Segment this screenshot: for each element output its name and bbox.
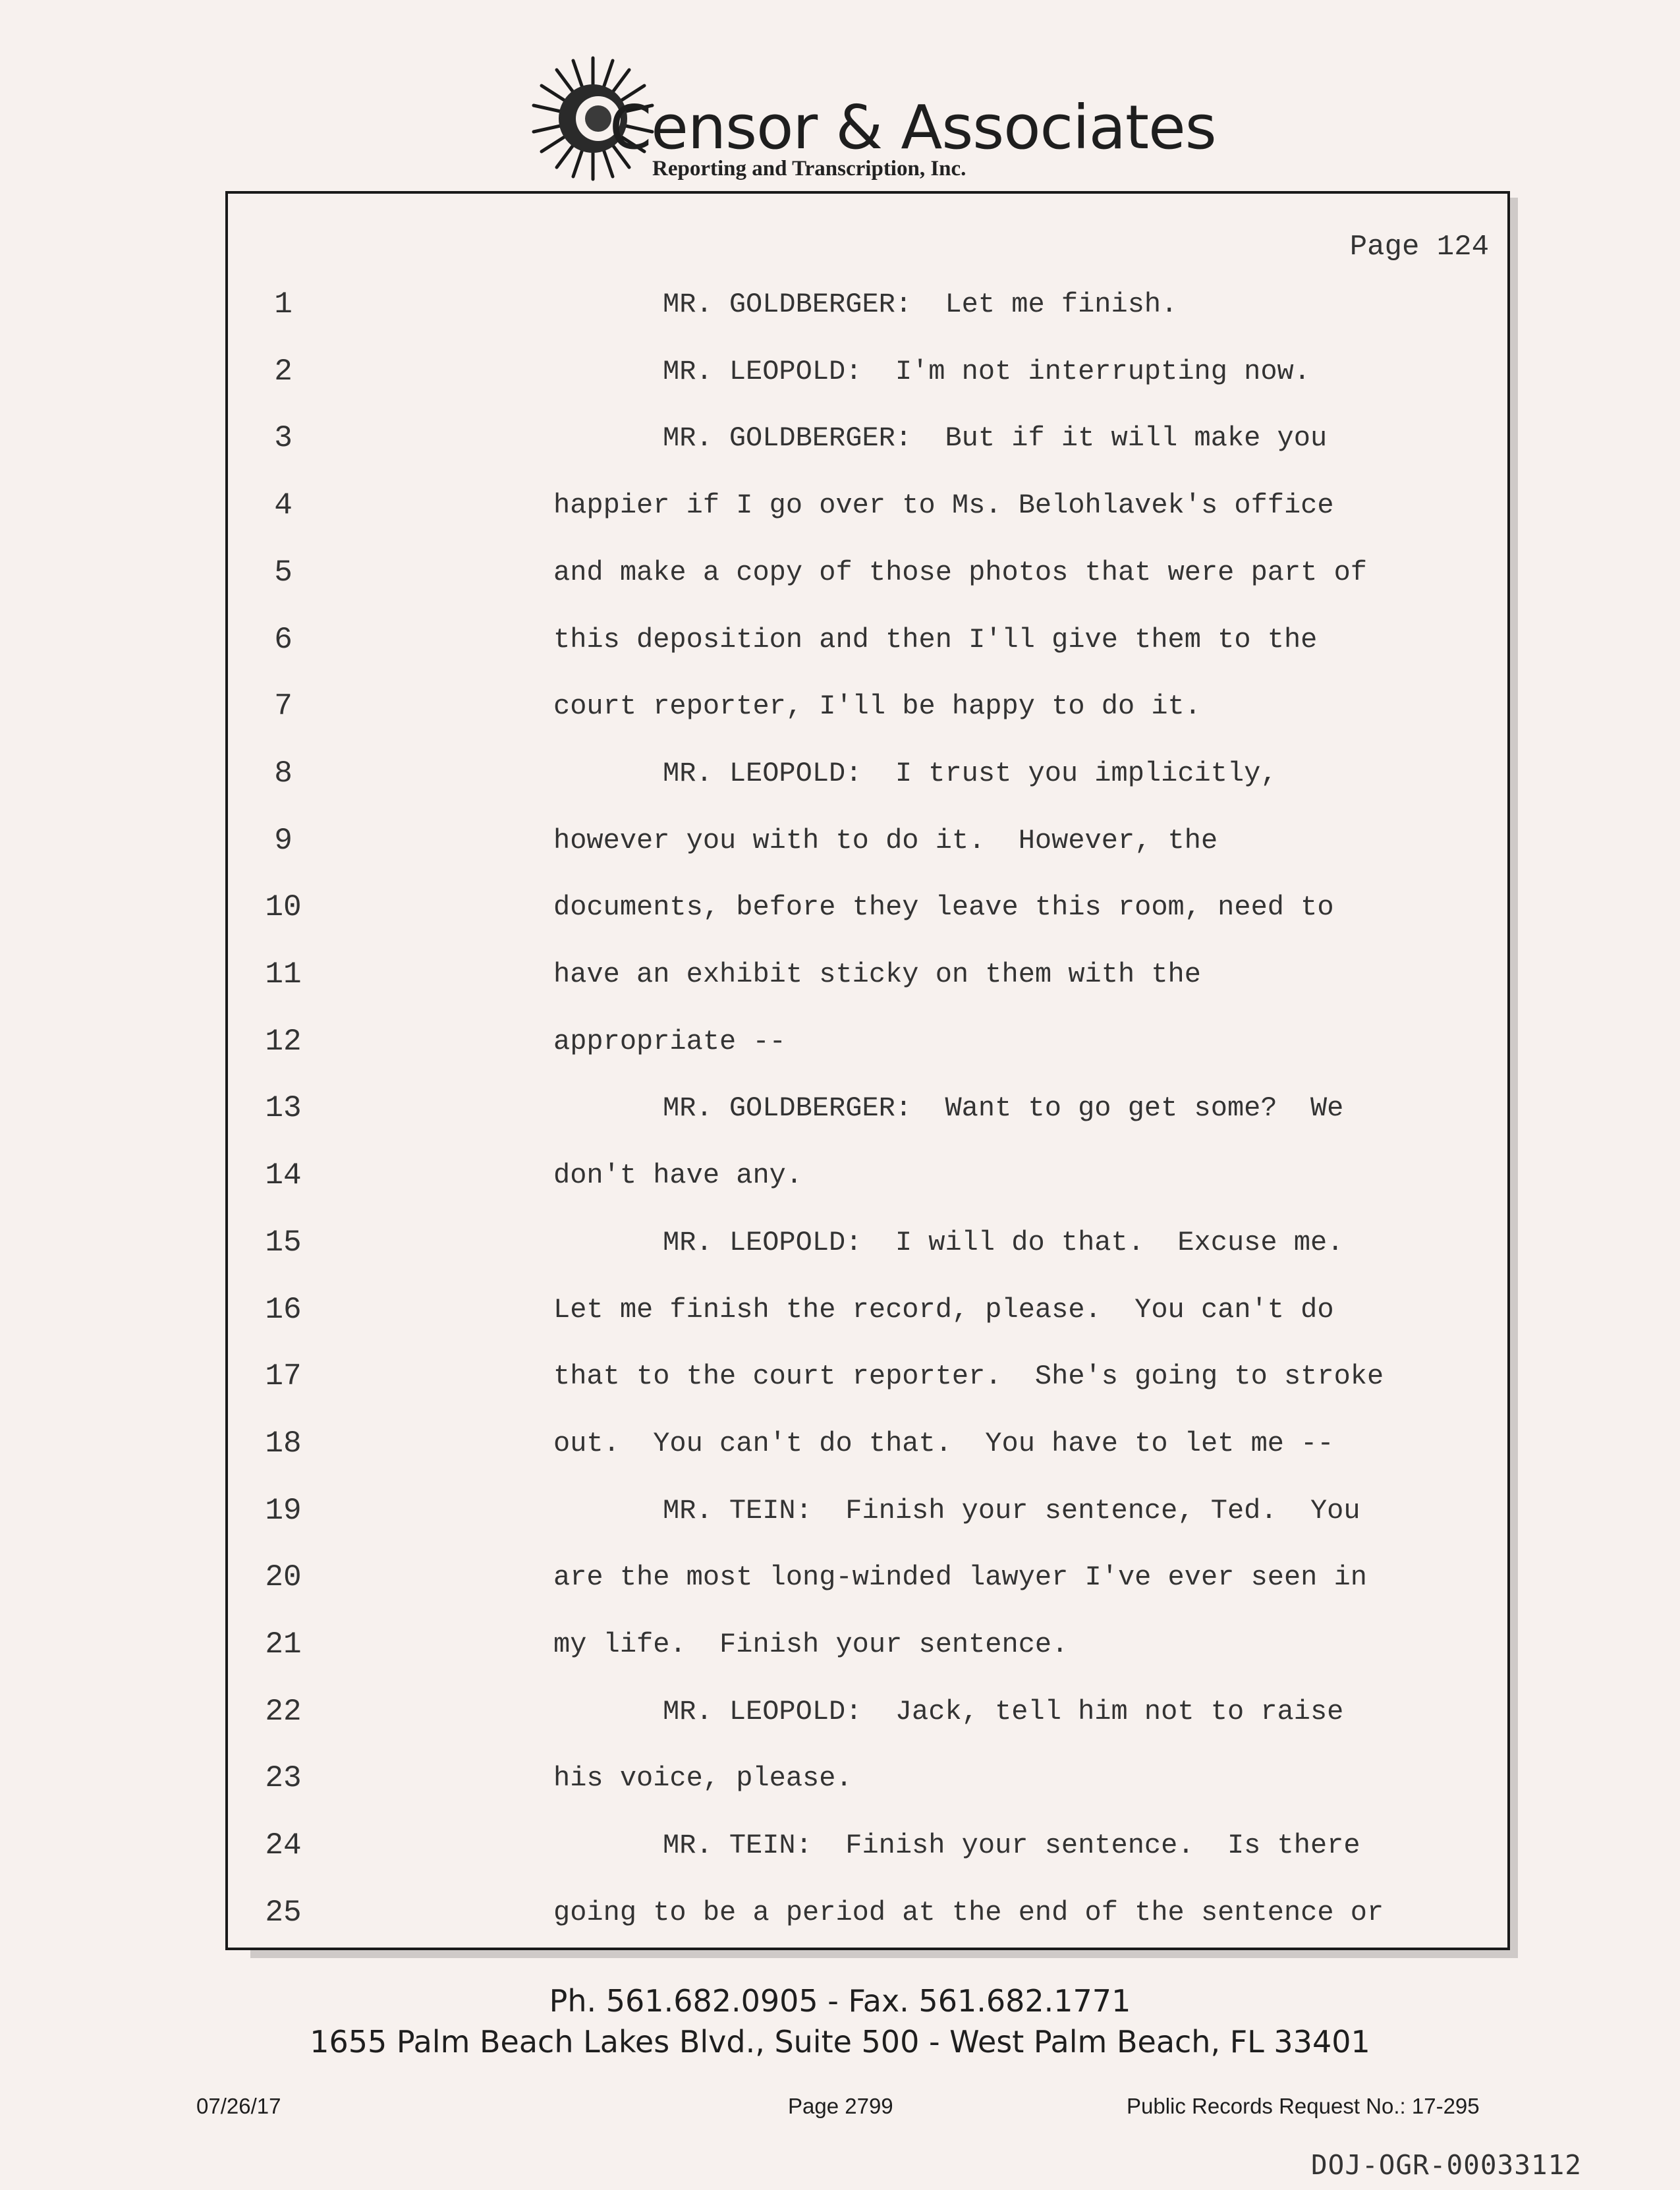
transcript-line-text: court reporter, I'll be happy to do it.: [553, 690, 1201, 722]
line-number: 3: [274, 421, 293, 455]
footer-date: 07/26/17: [196, 2094, 281, 2118]
company-subtitle: Reporting and Transcription, Inc.: [652, 157, 966, 181]
transcript-line-text: MR. TEIN: Finish your sentence, Ted. You: [663, 1495, 1360, 1527]
transcript-line-text: MR. LEOPOLD: I'm not interrupting now.: [663, 356, 1310, 387]
transcript-line-text: however you with to do it. However, the: [553, 825, 1218, 856]
line-number: 24: [265, 1828, 302, 1863]
line-number: 22: [265, 1695, 302, 1729]
transcript-line-text: and make a copy of those photos that were part of: [553, 557, 1368, 588]
line-number: 14: [265, 1158, 302, 1193]
transcript-line-text: that to the court reporter. She's going to stroke: [553, 1361, 1384, 1392]
transcript-line-text: out. You can't do that. You have to let me --: [553, 1428, 1334, 1459]
transcript-line-text: documents, before they leave this room, need to: [553, 891, 1334, 923]
transcript-line-text: don't have any.: [553, 1160, 803, 1191]
line-number: 4: [274, 488, 293, 522]
phone-fax-line: Ph. 561.682.0905 - Fax. 561.682.1771: [549, 1983, 1131, 2019]
transcript-line-text: MR. TEIN: Finish your sentence. Is there: [663, 1830, 1360, 1861]
line-number: 18: [265, 1426, 302, 1461]
address-line: 1655 Palm Beach Lakes Blvd., Suite 500 - West Palm Beach, FL 33401: [310, 2024, 1370, 2060]
transcript-line-text: appropriate --: [553, 1026, 786, 1057]
line-number: 19: [265, 1494, 302, 1528]
line-number: 13: [265, 1091, 302, 1125]
line-number: 10: [265, 890, 302, 924]
public-records-request: Public Records Request No.: 17-295: [1127, 2094, 1480, 2118]
company-logo: [527, 53, 1216, 191]
transcript-line-text: his voice, please.: [553, 1762, 853, 1794]
frame-shadow: [1510, 198, 1518, 1958]
transcript-line-text: MR. GOLDBERGER: Want to go get some? We: [663, 1092, 1344, 1124]
line-number: 21: [265, 1627, 302, 1662]
transcript-line-text: going to be a period at the end of the sentence or: [553, 1897, 1384, 1928]
transcript-frame: [225, 191, 1510, 1950]
line-number: 2: [274, 354, 293, 389]
bates-number: DOJ-OGR-00033112: [1311, 2149, 1582, 2181]
line-number: 17: [265, 1359, 302, 1393]
line-number: 16: [265, 1293, 302, 1327]
transcript-line-text: MR. GOLDBERGER: But if it will make you: [663, 422, 1328, 454]
line-number: 6: [274, 623, 293, 657]
transcript-line-text: have an exhibit sticky on them with the: [553, 959, 1201, 990]
transcript-line-text: this deposition and then I'll give them to the: [553, 624, 1318, 656]
line-number: 20: [265, 1560, 302, 1594]
line-number: 23: [265, 1761, 302, 1795]
transcript-line-text: MR. GOLDBERGER: Let me finish.: [663, 289, 1178, 320]
company-name: Censor & Associates: [609, 92, 1216, 163]
transcript-line-text: Let me finish the record, please. You can't do: [553, 1294, 1334, 1326]
line-number: 1: [274, 287, 293, 322]
line-number: 25: [265, 1895, 302, 1930]
line-number: 8: [274, 756, 293, 791]
transcript-line-text: my life. Finish your sentence.: [553, 1629, 1069, 1660]
transcript-line-text: MR. LEOPOLD: Jack, tell him not to raise: [663, 1696, 1344, 1727]
frame-shadow: [250, 1950, 1518, 1958]
transcript-line-text: MR. LEOPOLD: I will do that. Excuse me.: [663, 1227, 1344, 1258]
footer-page-number: Page 2799: [788, 2094, 893, 2118]
transcript-line-text: MR. LEOPOLD: I trust you implicitly,: [663, 758, 1277, 789]
line-number: 9: [274, 824, 293, 858]
transcript-page-number: Page 124: [1349, 231, 1489, 264]
line-number: 5: [274, 555, 293, 590]
transcript-line-text: are the most long-winded lawyer I've ever seen in: [553, 1561, 1368, 1593]
line-number: 7: [274, 689, 293, 723]
transcript-line-text: happier if I go over to Ms. Belohlavek's office: [553, 490, 1334, 521]
line-number: 11: [265, 957, 302, 992]
line-number: 15: [265, 1225, 302, 1260]
line-number: 12: [265, 1025, 302, 1059]
